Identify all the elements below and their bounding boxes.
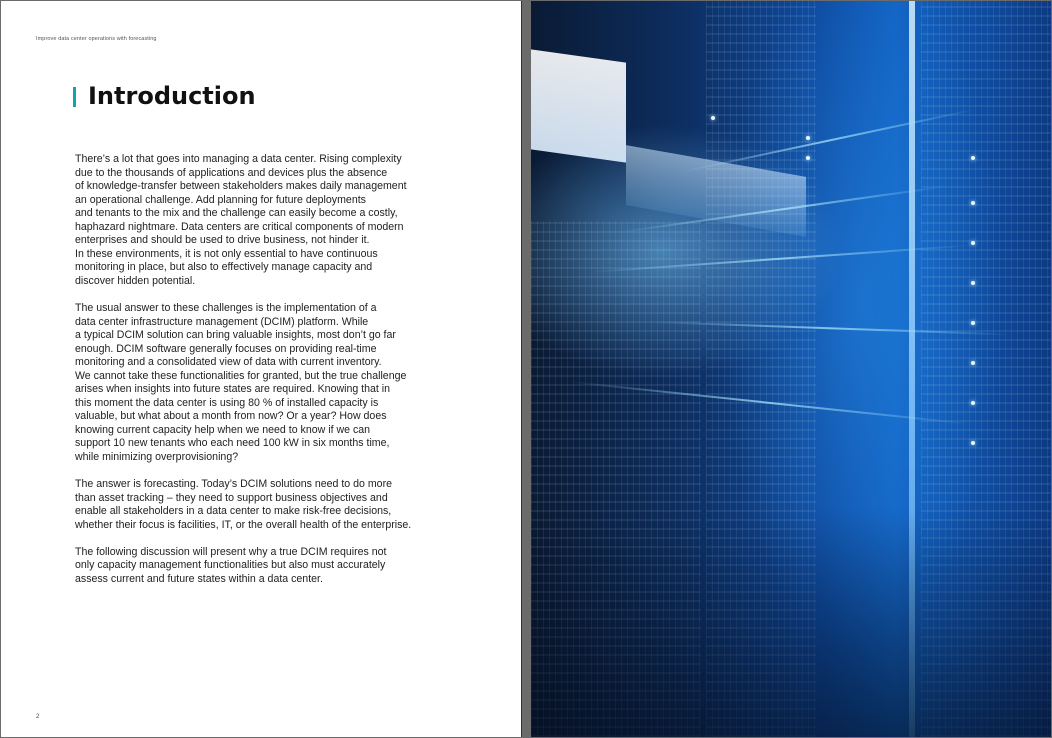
text-line: haphazard nightmare. Data centers are critical components of modern <box>75 220 404 233</box>
text-line: valuable, but what about a month from now? Or a year? How does <box>75 410 387 423</box>
page-number: 2 <box>36 714 40 720</box>
status-led <box>971 156 975 160</box>
text-line: and tenants to the mix and the challenge can easily become a costly, <box>75 207 398 220</box>
text-line: We cannot take these functionalities for granted, but the true challenge <box>75 369 407 382</box>
text-line: due to the thousands of applications and devices plus the absence <box>75 166 388 179</box>
photo-shadow <box>531 507 1051 737</box>
status-led <box>971 401 975 405</box>
text-line: a typical DCIM solution can bring valuable insights, most don’t go far <box>75 329 396 342</box>
body-paragraph <box>75 153 455 288</box>
text-line: while minimizing overprovisioning? <box>75 450 239 463</box>
status-led <box>971 441 975 445</box>
status-led <box>711 116 715 120</box>
text-line: an operational challenge. Add planning for future deployments <box>75 193 366 206</box>
page-title: Introduction <box>88 82 256 110</box>
text-line: data center infrastructure management (DCIM) platform. While <box>75 315 369 328</box>
text-line: arises when insights into future states are required. Knowing that in <box>75 383 391 396</box>
status-led <box>971 201 975 205</box>
body-paragraph <box>75 302 455 465</box>
text-line: discover hidden potential. <box>75 274 196 287</box>
rack-shelf-highlight <box>531 49 626 162</box>
status-led <box>806 156 810 160</box>
text-line: The following discussion will present why a true DCIM requires not <box>75 545 387 558</box>
status-led <box>971 241 975 245</box>
status-led <box>971 361 975 365</box>
text-line: enable all stakeholders in a data center to make risk-free decisions, <box>75 505 392 518</box>
text-line: assess current and future states within a data center. <box>75 572 323 585</box>
text-line: than asset tracking – they need to support business objectives and <box>75 491 388 504</box>
status-led <box>806 136 810 140</box>
text-line: There’s a lot that goes into managing a data center. Rising complexity <box>75 153 402 165</box>
server-room-photo <box>531 1 1051 737</box>
text-line: enough. DCIM software generally focuses on providing real-time <box>75 342 377 355</box>
text-line: only capacity management functionalities but also must accurately <box>75 559 386 572</box>
text-line: this moment the data center is using 80 % of installed capacity is <box>75 396 379 409</box>
running-header: Improve data center operations with forecasting <box>36 36 157 42</box>
status-led <box>971 281 975 285</box>
body-paragraph <box>75 478 455 532</box>
text-line: whether their focus is facilities, IT, or the overall health of the enterprise. <box>75 518 412 531</box>
body-paragraph <box>75 546 455 587</box>
text-line: enterprises and should be used to drive business, not hinder it. <box>75 234 370 247</box>
text-line: The usual answer to these challenges is the implementation of a <box>75 301 377 314</box>
status-led <box>971 321 975 325</box>
text-line: support 10 new tenants who each need 100 kW in six months time, <box>75 437 390 450</box>
accent-bar <box>73 87 76 107</box>
text-line: In these environments, it is not only essential to have continuous <box>75 247 378 260</box>
text-line: monitoring and a consolidated view of data with current inventory. <box>75 356 382 369</box>
text-line: monitoring in place, but also to effectively manage capacity and <box>75 261 373 274</box>
text-line: knowing current capacity help when we need to know if we can <box>75 423 371 436</box>
text-line: of knowledge-transfer between stakeholders makes daily management <box>75 180 407 193</box>
text-line: The answer is forecasting. Today’s DCIM solutions need to do more <box>75 478 392 491</box>
body-text <box>75 153 455 600</box>
left-page <box>1 1 522 737</box>
